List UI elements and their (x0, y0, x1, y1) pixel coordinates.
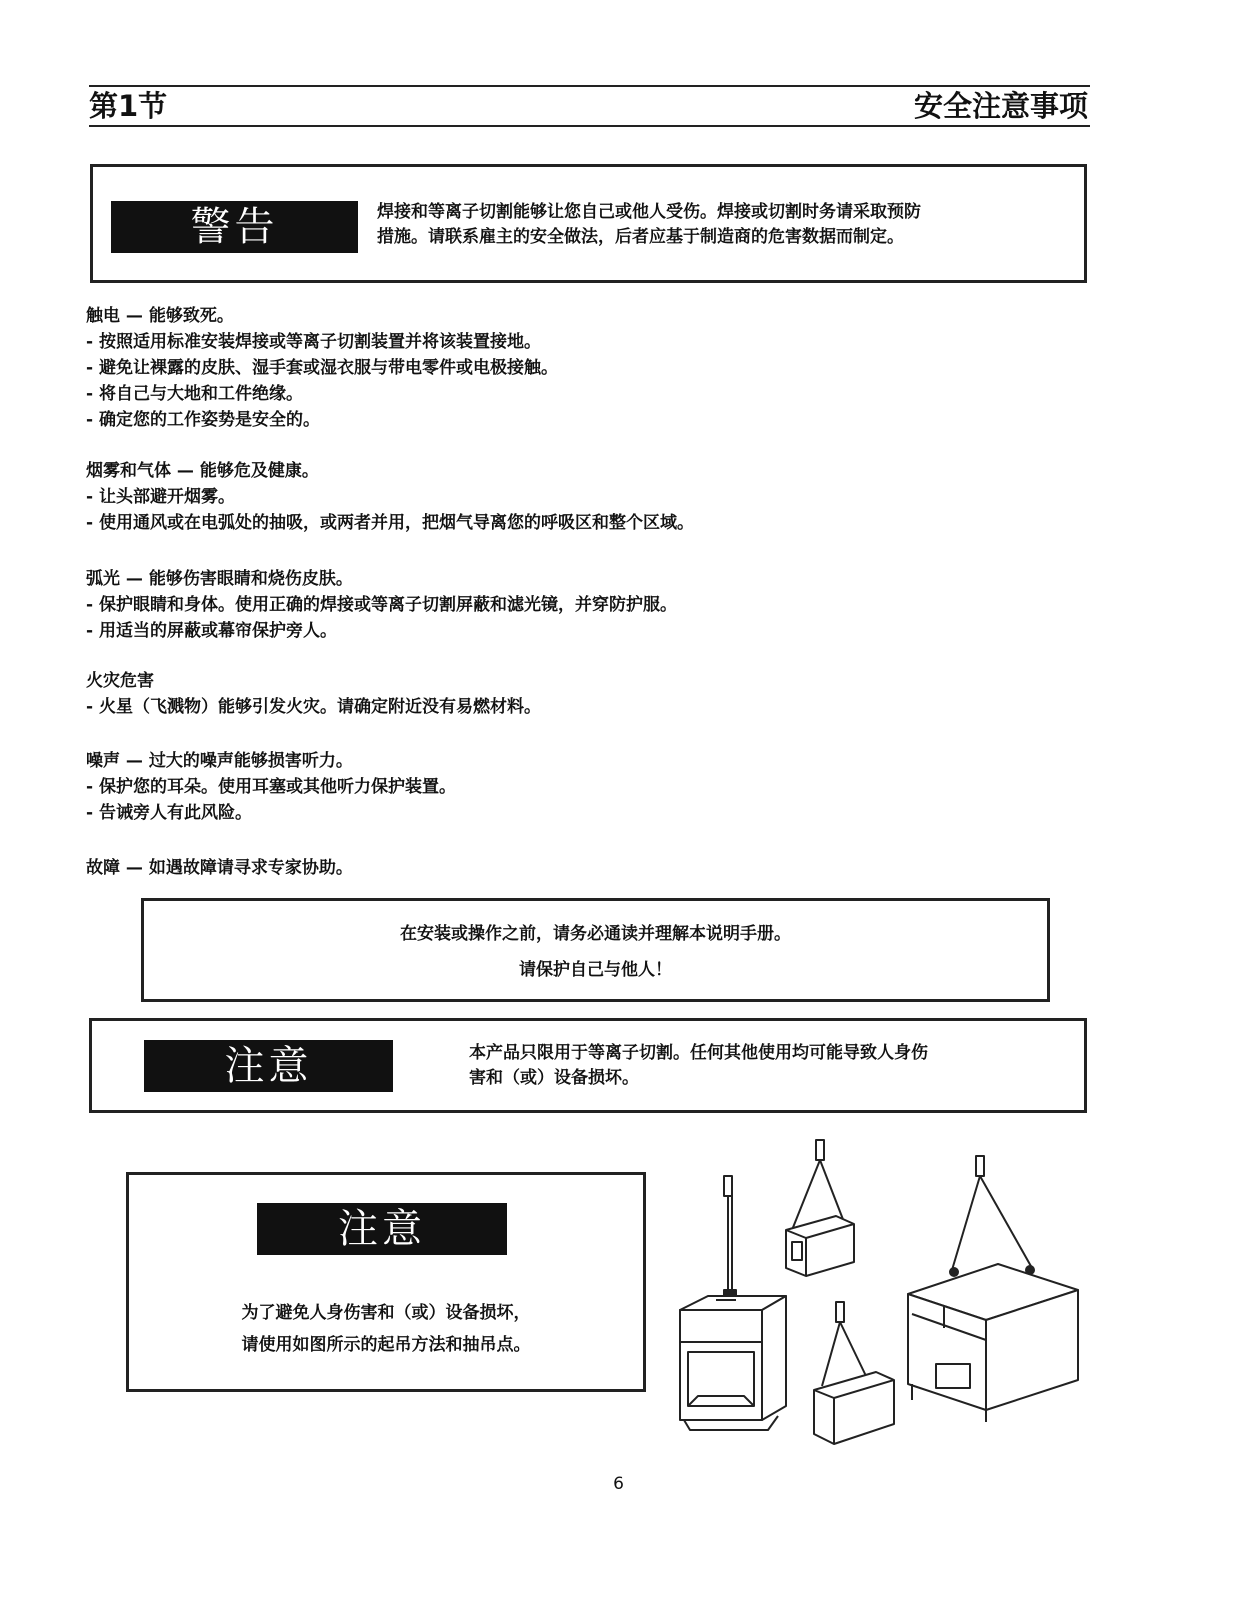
hazard-item: - 火星（飞溅物）能够引发火灾。请确定附近没有易燃材料。 (86, 697, 541, 717)
warning-text (377, 200, 1077, 250)
header-bottom-rule (89, 125, 1090, 127)
hazard-title: 弧光 — 能够伤害眼睛和烧伤皮肤。 (86, 569, 353, 589)
hazard-item: - 将自己与大地和工件绝缘。 (86, 384, 303, 404)
hazard-title: 火灾危害 (86, 671, 154, 691)
large-unit-drawing (908, 1156, 1078, 1422)
warning-box (90, 164, 1087, 283)
small-unit-drawing (786, 1140, 854, 1276)
hazard-item: - 保护眼睛和身体。使用正确的焊接或等离子切割屏蔽和滤光镜，并穿防护服。 (86, 595, 677, 615)
page-title: 安全注意事项 (913, 89, 1088, 123)
hazard-title: 噪声 — 过大的噪声能够损害听力。 (86, 751, 353, 771)
caution-line-1: 本产品只限用于等离子切割。任何其他使用均可能导致人身伤 (469, 1043, 928, 1063)
notice-line-2: 请保护自己与他人！ (519, 960, 672, 980)
hazard-title: 触电 — 能够致死。 (86, 306, 234, 326)
hazard-item: - 按照适用标准安装焊接或等离子切割装置并将该装置接地。 (86, 332, 541, 352)
caution-badge: 注意 (144, 1040, 393, 1092)
hazard-title: 烟雾和气体 — 能够危及健康。 (86, 461, 319, 481)
lifting-illustration (668, 1134, 1093, 1464)
hazard-item: - 告诫旁人有此风险。 (86, 803, 252, 823)
lift-caution-text (129, 1297, 643, 1361)
hazard-item: - 确定您的工作姿势是安全的。 (86, 410, 320, 430)
warning-line-1: 焊接和等离子切割能够让您自己或他人受伤。焊接或切割时务请采取预防 (377, 202, 921, 222)
page-number: 6 (613, 1474, 624, 1494)
caution-line-2: 害和（或）设备损坏。 (469, 1068, 639, 1088)
tall-unit-drawing (680, 1176, 786, 1430)
hazard-item: - 用适当的屏蔽或幕帘保护旁人。 (86, 621, 337, 641)
header-top-rule (89, 85, 1090, 87)
hazard-electric-shock (86, 303, 558, 433)
hazard-fire (86, 668, 541, 720)
hazard-arc-rays (86, 566, 677, 644)
lying-unit-drawing (814, 1302, 894, 1444)
warning-line-2: 措施。请联系雇主的安全做法，后者应基于制造商的危害数据而制定。 (377, 227, 904, 247)
hazard-item: - 保护您的耳朵。使用耳塞或其他听力保护装置。 (86, 777, 456, 797)
lift-line-1: 为了避免人身伤害和（或）设备损坏， (241, 1303, 531, 1323)
hazard-noise (86, 748, 456, 826)
lift-caution-badge: 注意 (257, 1203, 507, 1255)
hazard-item: - 避免让裸露的皮肤、湿手套或湿衣服与带电零件或电极接触。 (86, 358, 558, 378)
read-manual-notice (141, 898, 1050, 1002)
hazard-item: - 让头部避开烟雾。 (86, 487, 235, 507)
notice-line-1: 在安装或操作之前，请务必通读并理解本说明手册。 (400, 924, 791, 944)
caution-text (469, 1041, 1079, 1091)
warning-badge: 警告 (111, 201, 358, 253)
hazard-item: - 使用通风或在电弧处的抽吸，或两者并用，把烟气导离您的呼吸区和整个区域。 (86, 513, 694, 533)
section-number: 第1节 (89, 89, 168, 123)
hazard-title: 故障 — 如遇故障请寻求专家协助。 (86, 858, 353, 878)
lift-line-2: 请使用如图所示的起吊方法和抽吊点。 (241, 1335, 531, 1355)
hazard-fumes (86, 458, 694, 536)
hazard-malfunction (86, 855, 353, 881)
lift-caution-box (126, 1172, 646, 1392)
caution-box (89, 1018, 1087, 1113)
